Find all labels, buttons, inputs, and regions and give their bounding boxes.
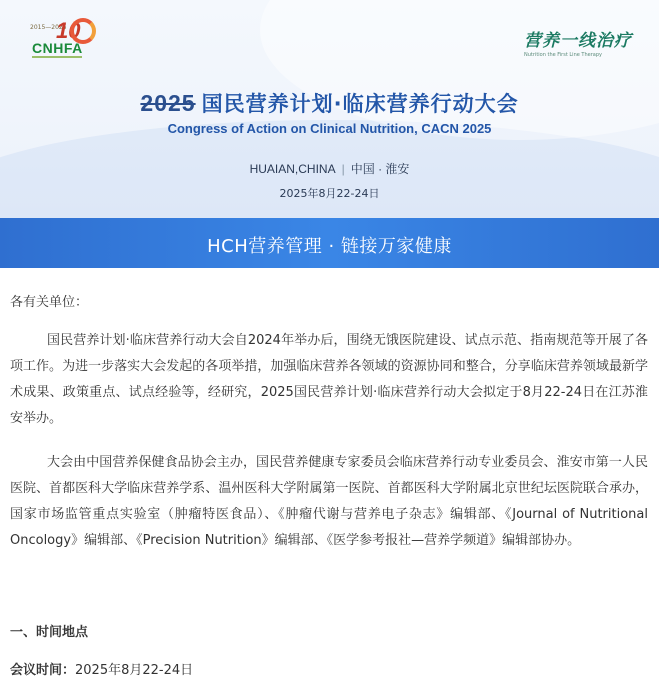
logo-brand: CNHFA bbox=[32, 40, 83, 56]
location-separator: | bbox=[341, 162, 345, 176]
decor-wave bbox=[260, 0, 659, 140]
location-en: HUAIAN,CHINA bbox=[249, 162, 336, 176]
logo-ten: 10 bbox=[56, 18, 81, 43]
meeting-time-label: 会议时间： bbox=[10, 663, 76, 678]
location bbox=[0, 160, 659, 177]
page-title bbox=[0, 88, 659, 118]
logo-right-tag: Nutrition the First Line Therapy bbox=[524, 52, 602, 58]
paragraph-intro: 国民营养计划·临床营养行动大会自2024年举办后，围绕无饿医院建设、试点示范、指南规范等开展了各项工作。为进一步落实大会发起的各项举措，加强临床营养各领域的资源协同和整合，分享临床营养领域最新学术成果、政策重点、试点经验等，经研究，2025国民营养计划·临床营养行动大会拟定于8月22-24日在江苏淮安举办。 bbox=[10, 333, 648, 426]
title-cn-text: 国民营养计划·临床营养行动大会 bbox=[201, 92, 519, 116]
slogan-text: HCH营养管理 · 链接万家健康 bbox=[207, 236, 452, 257]
cnhfa-logo bbox=[26, 18, 116, 56]
logo-years: 2015—2025 bbox=[30, 24, 67, 31]
page-subtitle: Congress of Action on Clinical Nutrition, CACN 2025 bbox=[167, 121, 492, 136]
section-heading: 一、时间地点 bbox=[10, 625, 89, 640]
meeting-time bbox=[10, 658, 648, 684]
paragraph-organizers: 大会由中国营养保健食品协会主办，国民营养健康专家委员会临床营养行动专业委员会、淮安市第一人民医院、首都医科大学临床营养学系、温州医科大学附属第一医院、首都医科大学附属北京世纪坛医院联合承办，国家市场监管重点实验室（肿瘤特医食品）、《肿瘤代谢与营养电子杂志》编辑部、《Journal of Nutritional Oncology》编辑部、《Precision Nutrition》编辑部、《医学参考报社—营养学频道》编辑部协办。 bbox=[10, 455, 648, 548]
title-year: 2025 bbox=[140, 90, 196, 116]
meeting-time-value: 2025年8月22-24日 bbox=[75, 663, 194, 678]
logo-right-name: 营养一线治疗 bbox=[524, 31, 632, 51]
nutrition-therapy-logo bbox=[524, 26, 634, 58]
header-banner bbox=[0, 0, 659, 268]
event-dates: 2025年8月22-24日 bbox=[279, 187, 380, 200]
greeting: 各有关单位： bbox=[10, 295, 89, 310]
location-cn: 中国 · 淮安 bbox=[350, 162, 410, 176]
logo-underline bbox=[32, 56, 82, 58]
